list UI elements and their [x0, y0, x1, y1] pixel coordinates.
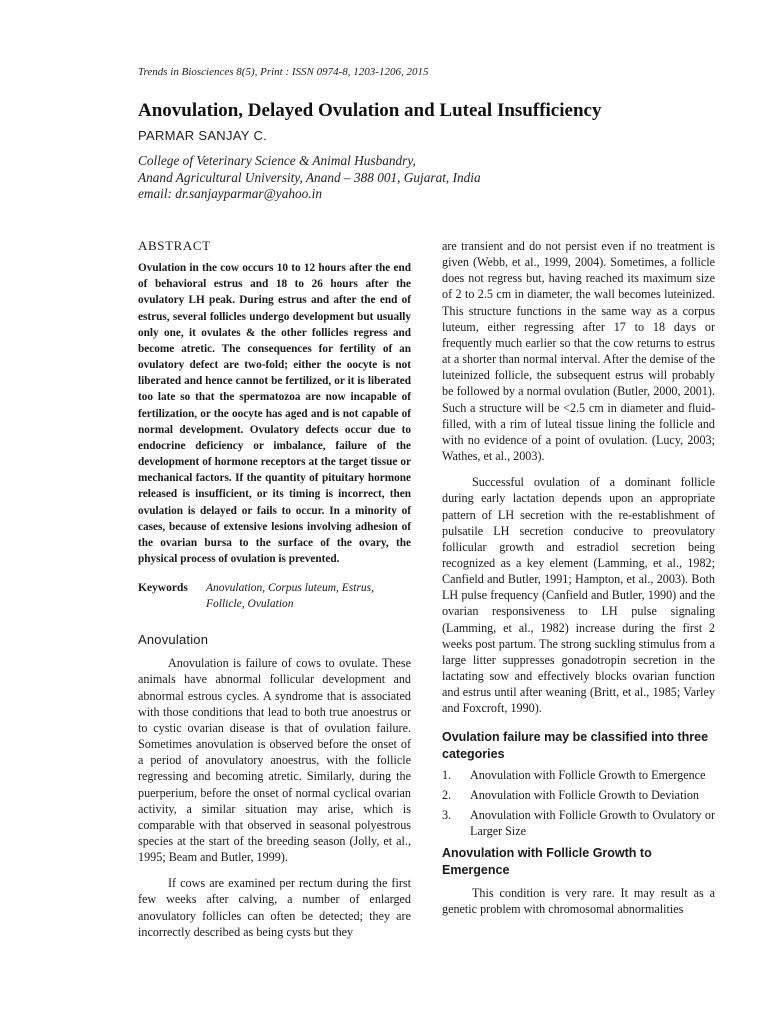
abstract-text: Ovulation in the cow occurs 10 to 12 hours after the end of behavioral estrus and 18 to 26 hours after the ovulatory LH peak. During estrus and after the end of estrus, several follicles undergo development but usually only one, it ovulates & the other follicles regress and become atretic. The consequences for fertility of an ovulatory defect are two-fold; either the oocyte is not liberated and hence cannot be fertilized, or it is liberated too late so that the spermatozoa are now incapable of fertilization, or the oocyte has aged and is not capable of normal development. Ovulatory defects occur due to endocrine deficiency or imbalance, failure of the development of hormone receptors at the target tissue or mechanical factors. If the quantity of pituitary hormone released is insufficient, or its timing is incorrect, then ovulation is delayed or fails to occur. In a minority of cases, because of extensive lesions involving adhesion of the ovarian bursa to the surface of the ovary, the physical process of ovulation is prevented. [138, 262, 411, 565]
anovulation-heading: Anovulation [138, 632, 209, 648]
author-name: PARMAR SANJAY C. [138, 128, 268, 143]
list-number: 2. [442, 787, 452, 802]
affiliation-college: College of Veterinary Science & Animal Husbandry, [138, 153, 416, 168]
list-number: 3. [442, 807, 452, 822]
abstract-heading: ABSTRACT [138, 238, 211, 253]
keywords-value: Anovulation, Corpus luteum, Estrus, Follicle, Ovulation [206, 582, 375, 611]
list-item [442, 807, 715, 839]
journal-citation: Trends in Biosciences 8(5), Print : ISSN 0974-8, 1203-1206, 2015 [138, 66, 429, 78]
list-text: Anovulation with Follicle Growth to Emergence [470, 767, 706, 782]
list-text: Anovulation with Follicle Growth to Deviation [470, 787, 699, 802]
list-number: 1. [442, 767, 452, 782]
paper-title: Anovulation, Delayed Ovulation and Luteal Insufficiency [138, 100, 602, 121]
classification-heading: Ovulation failure may be classified into three categories [442, 729, 709, 761]
left-column [138, 238, 411, 940]
anovulation-paragraph-2: If cows are examined per rectum during the first few weeks after calving, a number of enlarged anovulatory follicles can often be detected; they are incorrectly described as being cysts but they [138, 876, 411, 939]
right-column [442, 238, 715, 917]
emergence-paragraph: This condition is very rare. It may result as a genetic problem with chromosomal abnormalities [442, 886, 715, 917]
affiliation-email: email: dr.sanjayparmar@yahoo.in [138, 186, 322, 201]
affiliation-university: Anand Agricultural University, Anand – 388 001, Gujarat, India [138, 169, 481, 185]
lh-secretion-paragraph: Successful ovulation of a dominant follicle during early lactation depends upon an appropriate pattern of LH secretion with the re-establishment of pulsatile LH secretion conducive to preovulatory follicular growth and estradiol secretion being recognized as a key element (Lamming, et al., 1982; Canfield and Butler, 1991; Hampton, et al., 2003). Both LH pulse frequency (Canfield and Butler, 1990) and the ovarian responsiveness to LH pulse signaling (Lamming, et al., 1982) increase during the first 2 weeks post partum. The strong suckling stimulus from a large litter suppresses gonadotropin secretion in the lactating sow and effectively blocks ovarian function and estrus until after weaning (Britt, et al., 1985; Varley and Foxcroft, 1990). [442, 475, 715, 716]
list-item [442, 767, 715, 783]
category-list [442, 767, 715, 840]
list-text: Anovulation with Follicle Growth to Ovulatory or Larger Size [470, 807, 715, 838]
affiliation-block [138, 153, 481, 203]
keywords-label: Keywords [138, 582, 188, 595]
luteinized-follicle-paragraph: are transient and do not persist even if no treatment is given (Webb, et al., 1999, 2004). Sometimes, a follicle does not regress but, having reached its maximum size of 2 to 2.5 cm in diameter, the wall becomes luteinized. This structure functions in the same way as a corpus luteum, either regressing after 17 to 18 days or frequently much earlier so that the cow returns to estrus at a shorter than normal interval. After the demise of the luteinized follicle, the subsequent estrus will probably be followed by a normal ovulation (Butler, 2000, 2001). Such a structure will be <2.5 cm in diameter and fluid-filled, with a rim of luteal tissue lining the follicle and with no evidence of a point of ovulation. (Lucy, 2003; Wathes, et al., 2003). [442, 239, 715, 464]
keywords-row [138, 580, 411, 612]
anovulation-paragraph-1: Anovulation is failure of cows to ovulate. These animals have abnormal follicular development and abnormal estrous cycles. A syndrome that is associated with those conditions that lead to both true anoestrus or to cystic ovarian disease is that of ovulation failure. Sometimes anovulation is observed before the onset of a period of anovulatory anoestrus, with the follicle regressing and becoming atretic. Similarly, during the puerperium, before the onset of normal cyclical ovarian activity, a similar situation may arise, which is comparable with that observed in seasonal polyestrous species at the start of the breeding season (Jolly, et al., 1995; Beam and Butler, 1999). [138, 656, 411, 865]
list-item [442, 787, 715, 803]
emergence-heading: Anovulation with Follicle Growth to Emergence [442, 846, 652, 878]
